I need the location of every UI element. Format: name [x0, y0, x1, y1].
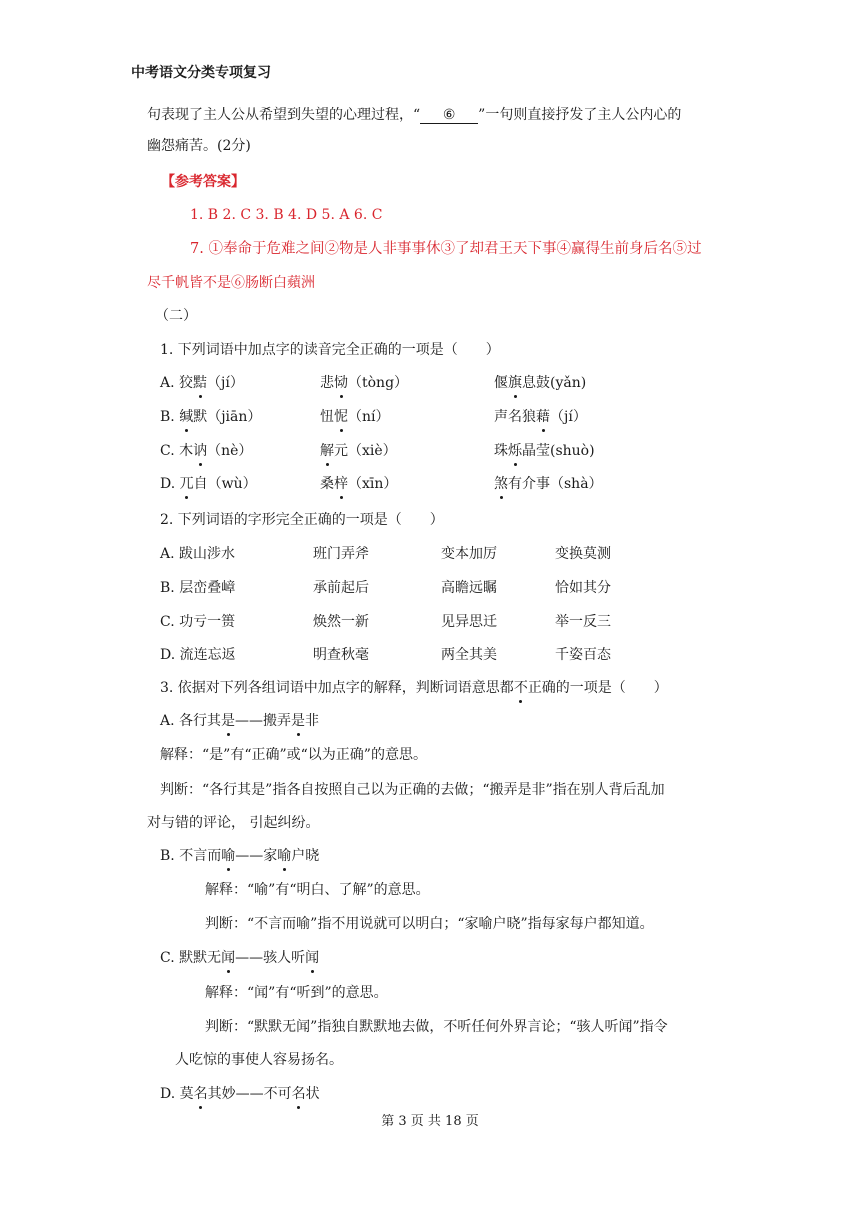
dotted-char: 喻	[277, 848, 292, 864]
word-text: 息鼓	[522, 375, 550, 391]
section-label: （二）	[155, 308, 197, 324]
word-text: 晶莹	[522, 443, 550, 459]
stem-text: 3. 依据对下列各组词语中加点字的解释，判断词语意思都	[160, 680, 514, 696]
intro-line-2: 幽怨痛苦。(2分)	[147, 138, 251, 154]
option-letter: B.	[160, 409, 175, 425]
dotted-char: 闻	[305, 950, 320, 966]
option-letter: C.	[160, 443, 175, 459]
dotted-char: 兀	[179, 476, 194, 492]
word-text: 各行其	[179, 713, 222, 729]
intro-line-1	[147, 105, 681, 125]
option-letter: D.	[160, 647, 176, 663]
q3-a-judgement-line-2: 对与错的评论， 引起纠纷。	[147, 815, 320, 831]
word: 千姿百态	[555, 647, 611, 663]
pinyin: （jí）	[207, 375, 244, 391]
q3-stem	[160, 678, 668, 698]
word-text: 自	[193, 476, 208, 492]
q3-c-judgement-line-1: 判断：“默默无闻”指独自默默地去做，不听任何外界言论；“骇人听闻”指令	[205, 1019, 668, 1035]
q3-c-explanation: 解释：“闻”有“听到”的意思。	[205, 985, 388, 1001]
q3-b-explanation: 解释：“喻”有“明白、了解”的意思。	[205, 882, 430, 898]
q3-option-d	[160, 1084, 320, 1104]
word: 变本加厉	[441, 546, 497, 562]
pinyin: （shà）	[550, 476, 603, 492]
word-text: 珠	[494, 443, 508, 459]
word-text: 木	[179, 443, 194, 459]
dash: ——	[235, 713, 264, 729]
word: 两全其美	[441, 647, 497, 663]
dotted-char: 喻	[221, 848, 236, 864]
option-letter: B.	[160, 580, 175, 596]
answer-line-1: 1. B 2. C 3. B 4. D 5. A 6. C	[190, 207, 383, 223]
q3-a-judgement-line-1: 判断：“各行其是”指各自按照自己以为正确的去做；“搬弄是非”指在别人背后乱加	[160, 782, 665, 798]
pinyin: （ní）	[348, 409, 390, 425]
word-text: 状	[305, 1086, 320, 1102]
word-text: 元	[334, 443, 348, 459]
pinyin: （xīn）	[348, 476, 398, 492]
blank-label: ⑥	[442, 107, 456, 123]
option-letter: D.	[160, 476, 176, 492]
dotted-char: 讷	[193, 443, 208, 459]
pinyin: （jiān）	[207, 409, 262, 425]
dotted-char: 是	[291, 713, 306, 729]
word-text: 默	[193, 409, 208, 425]
dash: ——	[235, 950, 264, 966]
word-text: 搬弄	[263, 713, 292, 729]
intro-text-after: ”一句则直接抒发了主人公内心的	[478, 107, 682, 123]
word-text: 桑	[320, 476, 334, 492]
dotted-char: 解	[320, 443, 334, 459]
pinyin: (shuò)	[550, 443, 595, 459]
option-letter: D.	[160, 1086, 176, 1102]
word: 功亏一篑	[179, 614, 236, 630]
word: 举一反三	[555, 614, 611, 630]
dotted-char: 是	[221, 713, 236, 729]
dotted-char: 旗	[508, 375, 522, 391]
word-text: 偃	[494, 375, 508, 391]
word-text: 狡	[179, 375, 194, 391]
dotted-char: 怩	[334, 409, 348, 425]
dotted-char: 藉	[536, 409, 550, 425]
option-letter: A.	[160, 546, 175, 562]
dotted-char: 名	[291, 1086, 306, 1102]
q3-c-judgement-line-2: 人吃惊的事使人容易扬名。	[175, 1052, 343, 1068]
q2-stem: 2. 下列词语的字形完全正确的一项是（ ）	[160, 512, 444, 528]
intro-text-before: 句表现了主人公从希望到失望的心理过程，“	[147, 107, 421, 123]
q3-a-explanation: 解释：“是”有“正确”或“以为正确”的意思。	[160, 747, 427, 763]
dash: ——	[235, 848, 264, 864]
dotted-char: 黠	[193, 375, 208, 391]
q3-option-a	[160, 711, 319, 731]
answer-heading: 【参考答案】	[161, 174, 245, 190]
word: 层峦叠嶂	[179, 580, 236, 596]
word: 流连忘返	[179, 647, 236, 663]
pinyin: （wù）	[207, 476, 257, 492]
option-letter: C.	[160, 950, 175, 966]
word-text: 忸	[320, 409, 334, 425]
pinyin: （xiè）	[348, 443, 397, 459]
option-letter: B.	[160, 848, 175, 864]
option-letter: A.	[160, 713, 175, 729]
answer-blank	[420, 107, 478, 124]
dotted-char: 煞	[494, 476, 508, 492]
option-letter: A.	[160, 375, 175, 391]
word: 焕然一新	[313, 614, 369, 630]
word: 恰如其分	[555, 580, 611, 596]
dotted-char: 名	[193, 1086, 208, 1102]
q3-b-judgement: 判断：“不言而喻”指不用说就可以明白；“家喻户晓”指每家每户都知道。	[205, 916, 654, 932]
dotted-char: 闻	[221, 950, 236, 966]
word: 变换莫测	[555, 546, 611, 562]
word: 见异思迁	[441, 614, 497, 630]
option-letter: C.	[160, 614, 175, 630]
word: 承前起后	[313, 580, 369, 596]
dash: ——	[235, 1086, 264, 1102]
page-number-footer: 第 3 页 共 18 页	[381, 1114, 479, 1129]
pinyin: (yǎn)	[550, 375, 587, 391]
word-text: 默默无	[179, 950, 222, 966]
dotted-char: 梓	[334, 476, 348, 492]
pinyin: （jí）	[550, 409, 587, 425]
q1-stem: 1. 下列词语中加点字的读音完全正确的一项是（ ）	[160, 342, 500, 358]
word: 跋山涉水	[179, 546, 236, 562]
word-text: 家	[263, 848, 278, 864]
dotted-char: 恸	[334, 375, 348, 391]
word-text: 其妙	[207, 1086, 236, 1102]
word-text: 声名狼	[494, 409, 536, 425]
answer-line-2: 7. ①奉命于危难之间②物是人非事事休③了却君王天下事④赢得生前身后名⑤过	[190, 241, 702, 257]
word-text: 骇人听	[263, 950, 306, 966]
answer-line-3: 尽千帆皆不是⑥肠断白蘋洲	[147, 275, 315, 291]
q3-option-c	[160, 948, 319, 968]
dotted-char: 缄	[179, 409, 194, 425]
word-text: 不可	[263, 1086, 292, 1102]
word-text: 莫	[179, 1086, 194, 1102]
word-text: 户晓	[291, 848, 320, 864]
stem-text: 正确的一项是（ ）	[527, 680, 668, 696]
word-text: 有介事	[508, 476, 550, 492]
page-header-title: 中考语文分类专项复习	[131, 65, 271, 81]
pinyin: （nè）	[207, 443, 253, 459]
word-text: 非	[305, 713, 320, 729]
dotted-char: 不	[513, 680, 528, 696]
pinyin: （tòng）	[348, 375, 409, 391]
q3-option-b	[160, 846, 319, 866]
word-text: 悲	[320, 375, 334, 391]
word: 班门弄斧	[313, 546, 369, 562]
word: 明查秋毫	[313, 647, 369, 663]
word: 高瞻远瞩	[441, 580, 497, 596]
word-text: 不言而	[179, 848, 222, 864]
dotted-char: 烁	[508, 443, 522, 459]
